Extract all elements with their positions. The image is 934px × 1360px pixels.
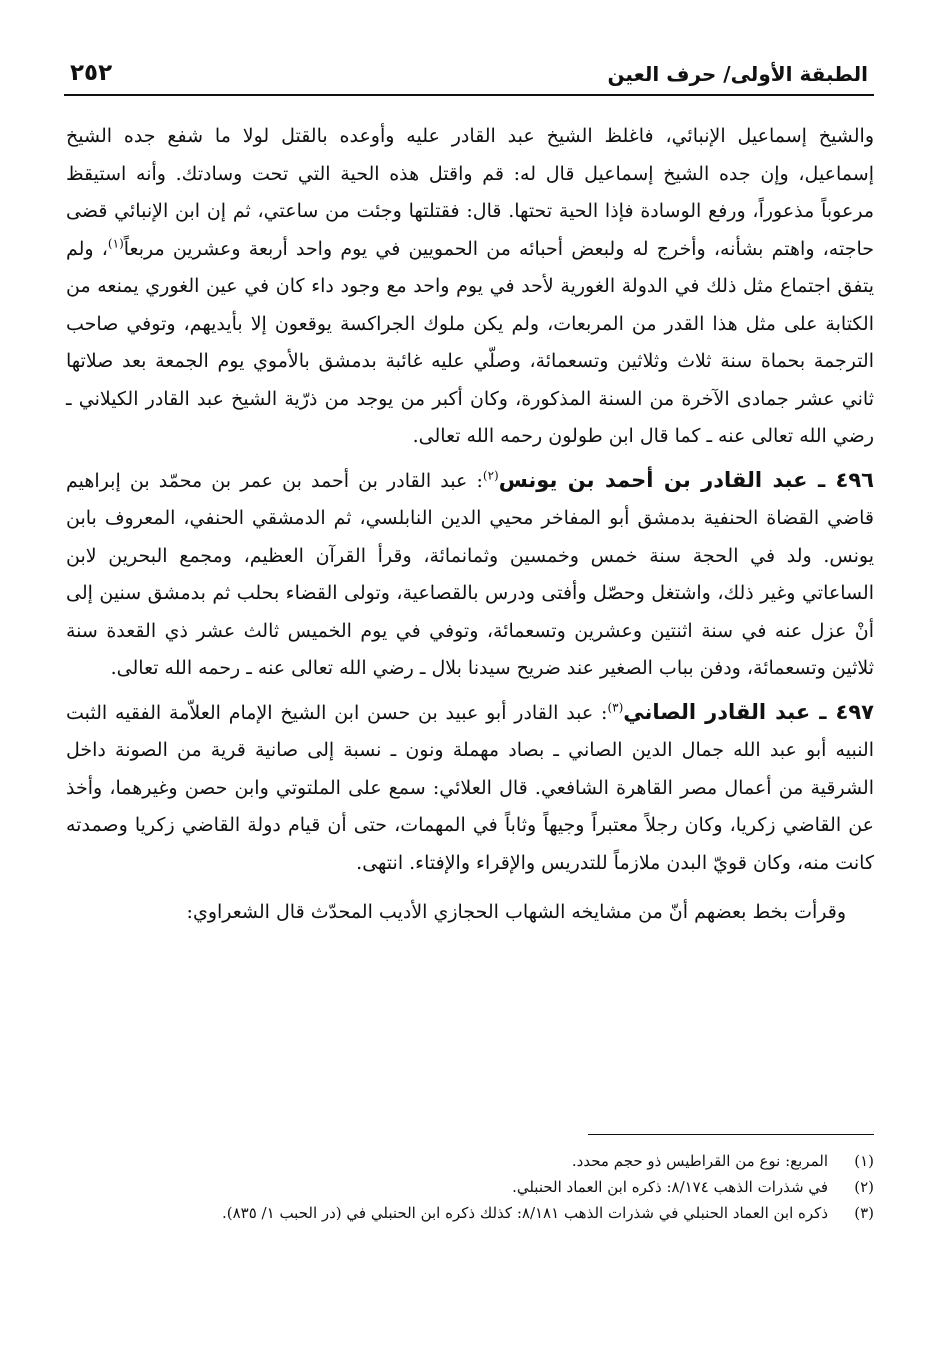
footnote-text: في شذرات الذهب ٨/١٧٤: ذكره ابن العماد الحنبلي. bbox=[512, 1178, 828, 1196]
paragraph-text-part-1: والشيخ إسماعيل الإنبائي، فاغلظ الشيخ عبد القادر عليه وأوعده بالقتل لولا ما شفع جده الشيخ إسماعيل، وإن جده الشيخ إسماعيل قال له: قم واقتل هذه الحية التي تحت وسادتك. وأنه استيقظ مرعوباً مذعوراً، ورفع الوسادة فإذا الحية تحتها. قال: فقتلتها وجئت من ساعتي، ثم إن ابن الإنبائي قضى حاجته، واهتم بشأنه، وأخرج له ولبعض أحبائه من الحمويين في يوم واحد أربعة وعشرين مربعاً bbox=[66, 125, 874, 260]
entry-497-text: : عبد القادر أبو عبيد بن حسن ابن الشيخ الإمام العلاّمة الفقيه الثبت النبيه أبو عبد الله جمال الدين الصاني ـ بصاد مهملة ونون ـ نسبة إلى صانية قرية من الصونة داخل الشرقية من أعمال مصر القاهرة الشافعي. قال العلائي: سمع على الملتوتي وابن حصن وغيرهما، وأخذ عن القاضي زكريا، وكان رجلاً معتبراً وجيهاً وثاباً في المهمات، حتى أن قيام دولة القاضي زكريا وصمدته كانت منه، وكان قويّ البدن ملازماً للتدريس والإقراء والإفتاء. انتهى. bbox=[66, 701, 874, 874]
paragraph-text-part-2: ، ولم يتفق اجتماع مثل ذلك في الدولة الغورية لأحد في يوم واحد مع وجود داء كان في عين الغوري يمنعه من الكتابة على مثل هذا القدر من المربعات، ولم يكن ملوك الجراكسة يوقعون إلا بأيديهم، وتوفي صاحب الترجمة بحماة سنة ثلاث وثلاثين وتسعمائة، وصلّي عليه غائبة بدمشق بالأموي يوم الجمعة بعد صلاتها ثاني عشر جمادى الآخرة من السنة المذكورة، وكان أكبر من يوجد من ذرّية الشيخ عبد القادر الكيلاني ـ رضي الله تعالى عنه ـ كما قال ابن طولون رحمه الله تعالى. bbox=[66, 237, 874, 447]
page-header bbox=[64, 60, 874, 100]
footnote-number: (٣) bbox=[854, 1204, 874, 1222]
footnote-text: المربع: نوع من القراطيس ذو حجم محدد. bbox=[571, 1152, 828, 1170]
running-title: الطبقة الأولى/ حرف العين bbox=[607, 62, 868, 86]
page-number: ٢٥٢ bbox=[70, 60, 113, 86]
header-rule bbox=[64, 94, 874, 96]
footnote-rule bbox=[588, 1134, 874, 1135]
footnote-number: (١) bbox=[854, 1152, 874, 1170]
main-text bbox=[66, 118, 874, 932]
footnote-3 bbox=[66, 1200, 874, 1226]
footnotes bbox=[66, 1148, 874, 1226]
footnote-ref-3: (٣) bbox=[607, 700, 624, 715]
entry-496-text: : عبد القادر بن أحمد بن عمر بن محمّد بن إبراهيم قاضي القضاة الحنفية بدمشق أبو المفاخر محيي الدين النابلسي، ثم الدمشقي الحنفي، المعروف بابن يونس. ولد في الحجة سنة خمس وخمسين وثمانمائة، وقرأ القرآن العظيم، ومجمع البحرين لابن الساعاتي وغير ذلك، واشتغل وحصّل وأفتى ودرس بالقصاعية، وتولى القضاء بحلب ثم بدمشق سنين إلى أنْ عزل عنه في سنة اثنتين وعشرين وتسعمائة، وتوفي في يوم الخميس ثالث عشر ذي القعدة سنة ثلاثين وتسعمائة، ودفن بباب الصغير عند ضريح سيدنا بلال ـ رضي الله تعالى عنه ـ رحمه الله تعالى. bbox=[66, 469, 874, 679]
footnote-1 bbox=[66, 1148, 874, 1174]
entry-497-heading: ٤٩٧ ـ عبد القادر الصاني bbox=[623, 699, 874, 724]
closing-line: وقرأت بخط بعضهم أنّ من مشايخه الشهاب الحجازي الأديب المحدّث قال الشعراوي: bbox=[186, 901, 846, 923]
footnote-text: ذكره ابن العماد الحنبلي في شذرات الذهب ٨/١٨١: كذلك ذكره ابن الحنبلي في (در الحبب ١/ ٨٣٥). bbox=[221, 1204, 828, 1222]
continuation-paragraph bbox=[66, 118, 874, 456]
footnote-ref-1: (١) bbox=[107, 236, 124, 251]
entry-496-heading: ٤٩٦ ـ عبد القادر بن أحمد بن يونس bbox=[498, 467, 874, 492]
entry-497 bbox=[66, 694, 874, 883]
footnote-2 bbox=[66, 1174, 874, 1200]
footnote-ref-2: (٢) bbox=[482, 468, 499, 483]
footnote-number: (٢) bbox=[854, 1178, 874, 1196]
entry-496 bbox=[66, 462, 874, 688]
